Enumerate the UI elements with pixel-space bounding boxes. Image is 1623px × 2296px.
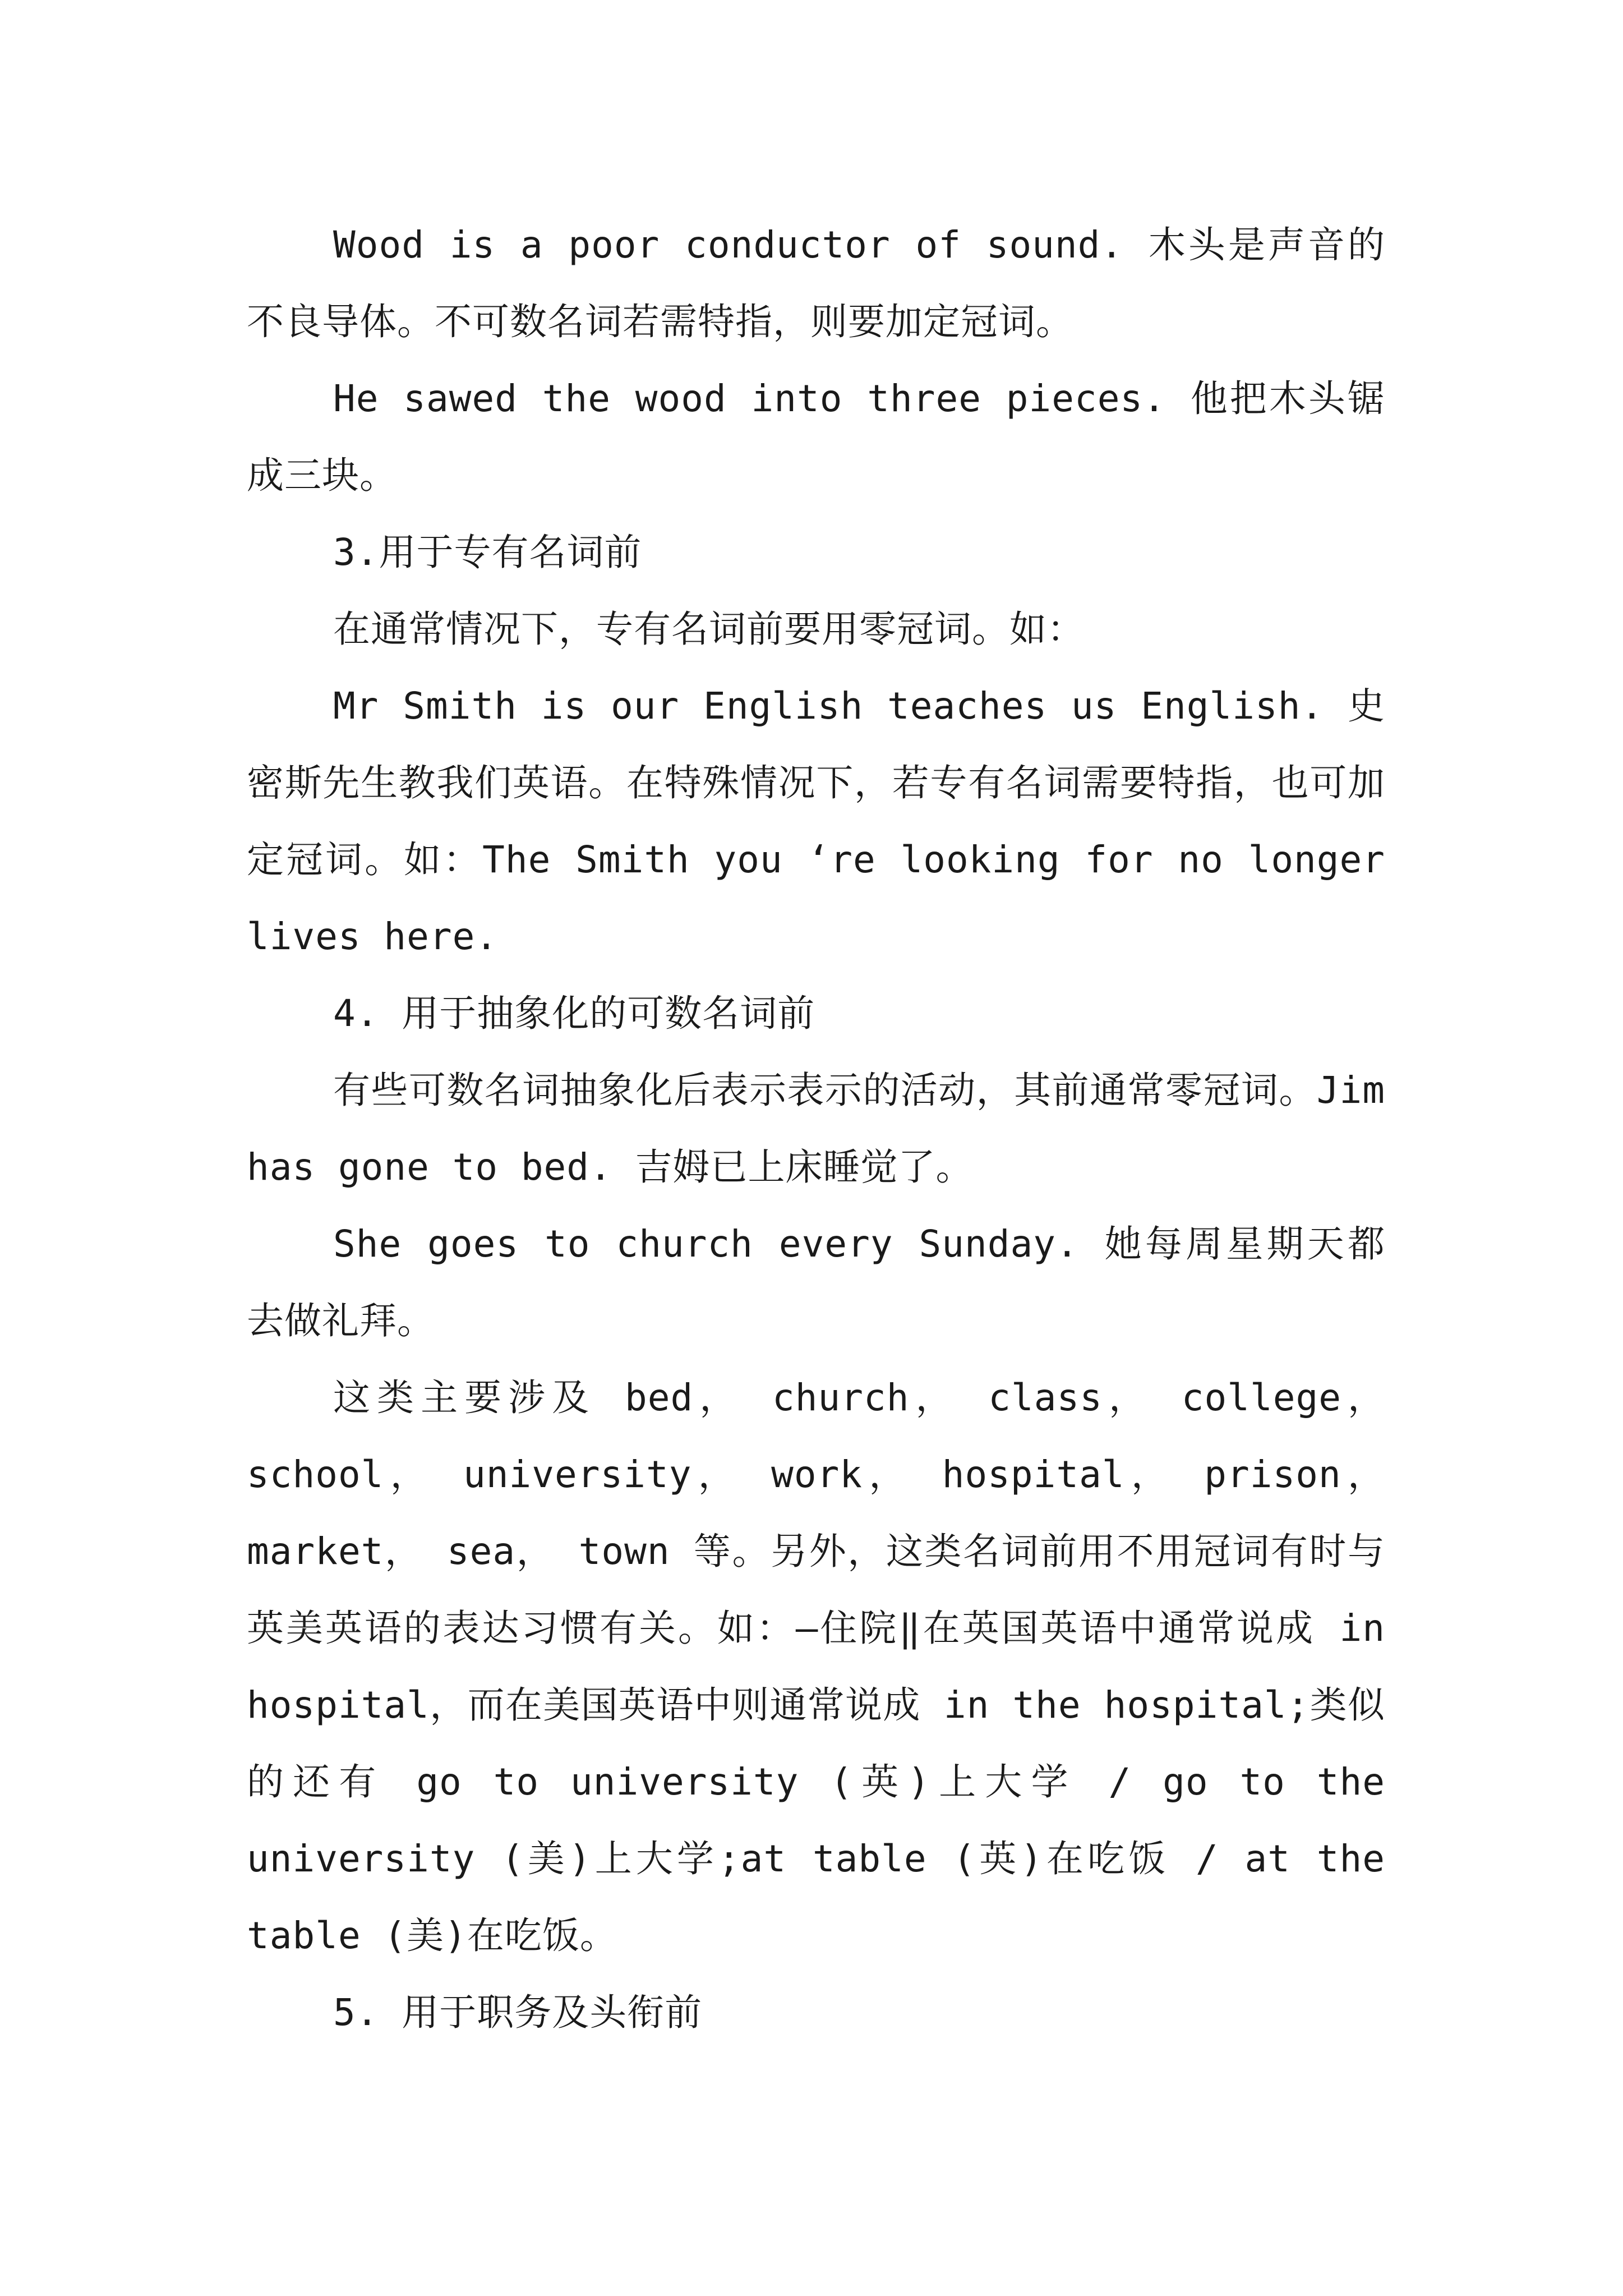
section-heading-titles: 5. 用于职务及头衔前 [333, 1991, 703, 2034]
paragraph-zero-article-intro: 在通常情况下，专有名词前要用零冠词。如： [333, 608, 1085, 651]
paragraph-church-sunday: She goes to church every Sunday. 她每周星期天都去做礼拜。 [247, 1222, 1385, 1342]
paragraph-noun-list: 这类主要涉及 bed， church， class， college， school， university， work， hospital， prison， market， sea， town 等。另外，这类名词前用不用冠词有时与英美英语的表达习惯有关。如：―住院‖在英国英语中通常说成 in hospital，而在美国英语中则通常说成 in the hospital;类似的还有 go to university (英)上大学 / go to the university (美)上大学;at table (英)在吃饭 / at the table (美)在吃饭。 [247, 1376, 1385, 1957]
document-page [247, 206, 1385, 2051]
section-heading-proper-nouns: 3.用于专有名词前 [333, 531, 642, 574]
paragraph-sawed-wood: He sawed the wood into three pieces. 他把木头锯成三块。 [247, 377, 1385, 497]
paragraph-abstract-nouns: 有些可数名词抽象化后表示表示的活动，其前通常零冠词。Jim has gone to bed. 吉姆已上床睡觉了。 [247, 1069, 1385, 1189]
section-heading-abstract-nouns: 4. 用于抽象化的可数名词前 [333, 992, 815, 1035]
paragraph-mr-smith: Mr Smith is our English teaches us English. 史密斯先生教我们英语。在特殊情况下，若专有名词需要特指，也可加定冠词。如：The Smith you ‘re looking for no longer lives here. [247, 684, 1385, 958]
paragraph-wood-conductor: Wood is a poor conductor of sound. 木头是声音的不良导体。不可数名词若需特指，则要加定冠词。 [247, 223, 1385, 343]
